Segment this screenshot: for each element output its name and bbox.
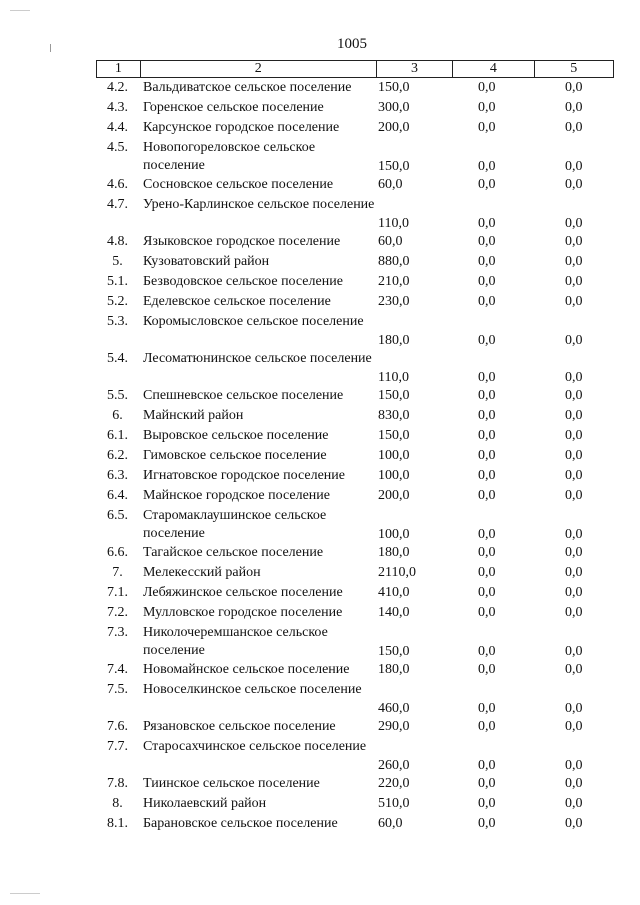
row-value-col4: 0,0 — [478, 333, 496, 348]
row-value-col5: 0,0 — [565, 585, 583, 600]
row-value-col3: 880,0 — [378, 254, 410, 269]
row-name: Лебяжинское сельское поселение — [143, 585, 343, 600]
row-value-col3: 200,0 — [378, 120, 410, 135]
table-row — [96, 387, 614, 407]
header-col-5: 5 — [570, 61, 578, 76]
table-row — [96, 487, 614, 507]
table-row — [96, 661, 614, 681]
row-value-col5: 0,0 — [565, 177, 583, 192]
row-value-col4: 0,0 — [478, 776, 496, 791]
row-number: 5.2. — [107, 294, 128, 309]
row-value-col4: 0,0 — [478, 216, 496, 231]
row-value-col4: 0,0 — [478, 177, 496, 192]
row-number: 6.6. — [107, 545, 128, 560]
row-value-col4: 0,0 — [478, 254, 496, 269]
table-row — [96, 176, 614, 196]
row-value-col3: 60,0 — [378, 177, 403, 192]
table-row — [96, 427, 614, 447]
row-value-col5: 0,0 — [565, 333, 583, 348]
row-value-col4: 0,0 — [478, 274, 496, 289]
row-value-col3: 830,0 — [378, 408, 410, 423]
row-value-col5: 0,0 — [565, 234, 583, 249]
row-number: 7.7. — [107, 739, 128, 754]
row-value-col3: 110,0 — [378, 216, 409, 231]
row-value-col5: 0,0 — [565, 719, 583, 734]
row-number: 6.4. — [107, 488, 128, 503]
row-value-col5: 0,0 — [565, 80, 583, 95]
row-number: 7.5. — [107, 682, 128, 697]
scan-mark — [10, 10, 30, 11]
table-row — [96, 507, 614, 544]
row-value-col3: 290,0 — [378, 719, 410, 734]
row-name: Мулловское городское поселение — [143, 605, 343, 620]
table-row — [96, 79, 614, 99]
table-row — [96, 718, 614, 738]
row-value-col3: 410,0 — [378, 585, 410, 600]
row-name: Тиинское сельское поселение — [143, 776, 320, 791]
row-value-col4: 0,0 — [478, 234, 496, 249]
row-value-col4: 0,0 — [478, 545, 496, 560]
row-number: 4.8. — [107, 234, 128, 249]
row-value-col4: 0,0 — [478, 488, 496, 503]
table-row — [96, 447, 614, 467]
row-value-col5: 0,0 — [565, 776, 583, 791]
row-value-col4: 0,0 — [478, 408, 496, 423]
row-value-col3: 100,0 — [378, 448, 410, 463]
row-value-col4: 0,0 — [478, 448, 496, 463]
row-value-col3: 140,0 — [378, 605, 410, 620]
row-value-col4: 0,0 — [478, 662, 496, 677]
table-header — [96, 60, 614, 78]
row-name: Николаевский район — [143, 796, 267, 811]
row-value-col4: 0,0 — [478, 796, 496, 811]
row-value-col5: 0,0 — [565, 701, 583, 716]
table-row — [96, 233, 614, 253]
row-number: 4.3. — [107, 100, 128, 115]
row-value-col5: 0,0 — [565, 274, 583, 289]
row-value-col5: 0,0 — [565, 796, 583, 811]
row-name: Тагайское сельское поселение — [143, 545, 324, 560]
row-value-col5: 0,0 — [565, 448, 583, 463]
row-name: Урено-Карлинское сельское поселение — [143, 197, 375, 212]
row-value-col5: 0,0 — [565, 120, 583, 135]
header-col-2: 2 — [141, 61, 377, 77]
row-name: Старосахчинское сельское поселение — [143, 739, 367, 754]
row-number: 8.1. — [107, 816, 128, 831]
table-row — [96, 584, 614, 604]
header-col-1: 1 — [97, 61, 141, 77]
row-name: Сосновское сельское поселение — [143, 177, 334, 192]
table-row — [96, 738, 614, 775]
row-value-col3: 200,0 — [378, 488, 410, 503]
row-number: 5.4. — [107, 351, 128, 366]
row-name: Игнатовское городское поселение — [143, 468, 345, 483]
row-name: Горенское сельское поселение — [143, 100, 324, 115]
row-value-col5: 0,0 — [565, 545, 583, 560]
row-name: Рязановское сельское поселение — [143, 719, 336, 734]
row-number: 7. — [112, 565, 123, 580]
row-name: Лесоматюнинское сельское поселение — [143, 351, 372, 366]
row-value-col3: 510,0 — [378, 796, 410, 811]
row-value-col4: 0,0 — [478, 605, 496, 620]
row-value-col3: 180,0 — [378, 545, 410, 560]
row-value-col5: 0,0 — [565, 565, 583, 580]
table-row — [96, 407, 614, 427]
row-value-col3: 460,0 — [378, 701, 410, 716]
row-value-col3: 110,0 — [378, 370, 409, 385]
table-body — [96, 79, 614, 835]
row-value-col5: 0,0 — [565, 159, 583, 174]
row-number: 6.2. — [107, 448, 128, 463]
row-number: 7.4. — [107, 662, 128, 677]
row-value-col3: 150,0 — [378, 80, 410, 95]
row-value-col4: 0,0 — [478, 428, 496, 443]
row-number: 7.6. — [107, 719, 128, 734]
row-name: Языковское городское поселение — [143, 234, 341, 249]
row-value-col3: 180,0 — [378, 662, 410, 677]
table-row — [96, 467, 614, 487]
row-number: 4.2. — [107, 80, 128, 95]
row-value-col5: 0,0 — [565, 605, 583, 620]
row-value-col5: 0,0 — [565, 388, 583, 403]
row-value-col5: 0,0 — [565, 216, 583, 231]
row-value-col5: 0,0 — [565, 758, 583, 773]
row-value-col3: 100,0 — [378, 527, 410, 542]
row-number: 7.3. — [107, 625, 128, 640]
row-number: 7.8. — [107, 776, 128, 791]
row-value-col5: 0,0 — [565, 294, 583, 309]
header-col-4: 4 — [453, 61, 534, 77]
row-value-col4: 0,0 — [478, 816, 496, 831]
row-value-col3: 260,0 — [378, 758, 410, 773]
row-name: Новопогореловское сельское поселение — [143, 140, 316, 173]
row-value-col4: 0,0 — [478, 585, 496, 600]
row-value-col3: 180,0 — [378, 333, 410, 348]
row-value-col4: 0,0 — [478, 100, 496, 115]
row-number: 5. — [112, 254, 123, 269]
table-row — [96, 815, 614, 835]
row-name: Мелекесский район — [143, 565, 261, 580]
row-number: 6.1. — [107, 428, 128, 443]
row-name: Вальдиватское сельское поселение — [143, 80, 352, 95]
row-value-col5: 0,0 — [565, 527, 583, 542]
row-value-col3: 100,0 — [378, 468, 410, 483]
row-value-col5: 0,0 — [565, 468, 583, 483]
row-name: Карсунское городское поселение — [143, 120, 340, 135]
row-value-col4: 0,0 — [478, 388, 496, 403]
table-row — [96, 564, 614, 584]
row-name: Еделевское сельское поселение — [143, 294, 331, 309]
table-row — [96, 681, 614, 718]
table-row — [96, 119, 614, 139]
row-number: 5.3. — [107, 314, 128, 329]
row-value-col4: 0,0 — [478, 120, 496, 135]
row-value-col4: 0,0 — [478, 565, 496, 580]
table-row — [96, 196, 614, 233]
row-number: 4.7. — [107, 197, 128, 212]
row-number: 6. — [112, 408, 123, 423]
row-value-col3: 220,0 — [378, 776, 410, 791]
row-value-col4: 0,0 — [478, 527, 496, 542]
row-name: Старомаклаушинское сельское поселение — [143, 508, 327, 541]
table-row — [96, 350, 614, 387]
row-value-col4: 0,0 — [478, 370, 496, 385]
table-row — [96, 293, 614, 313]
table-row — [96, 253, 614, 273]
row-name: Новомайнское сельское поселение — [143, 662, 350, 677]
row-number: 8. — [112, 796, 123, 811]
row-value-col3: 60,0 — [378, 816, 403, 831]
row-value-col4: 0,0 — [478, 758, 496, 773]
row-name: Майнский район — [143, 408, 244, 423]
row-value-col5: 0,0 — [565, 408, 583, 423]
table-row — [96, 273, 614, 293]
row-value-col3: 210,0 — [378, 274, 410, 289]
scan-mark — [10, 893, 40, 894]
row-value-col3: 150,0 — [378, 428, 410, 443]
row-number: 4.5. — [107, 140, 128, 155]
table-row — [96, 775, 614, 795]
row-value-col3: 60,0 — [378, 234, 403, 249]
row-number: 4.4. — [107, 120, 128, 135]
row-number: 7.2. — [107, 605, 128, 620]
row-number: 6.3. — [107, 468, 128, 483]
row-value-col3: 150,0 — [378, 388, 410, 403]
row-value-col3: 2110,0 — [378, 565, 416, 580]
row-name: Коромысловское сельское поселение — [143, 314, 364, 329]
row-value-col5: 0,0 — [565, 488, 583, 503]
scan-mark — [50, 44, 51, 52]
row-value-col5: 0,0 — [565, 254, 583, 269]
table-row — [96, 313, 614, 350]
row-number: 7.1. — [107, 585, 128, 600]
table-row — [96, 544, 614, 564]
row-value-col4: 0,0 — [478, 719, 496, 734]
row-value-col5: 0,0 — [565, 816, 583, 831]
table-row — [96, 604, 614, 624]
row-value-col4: 0,0 — [478, 294, 496, 309]
page-number: 1005 — [337, 36, 367, 52]
row-value-col3: 300,0 — [378, 100, 410, 115]
row-value-col5: 0,0 — [565, 100, 583, 115]
row-number: 5.5. — [107, 388, 128, 403]
table-row — [96, 139, 614, 176]
row-name: Николочеремшанское сельское поселение — [143, 625, 328, 658]
row-name: Выровское сельское поселение — [143, 428, 329, 443]
row-number: 4.6. — [107, 177, 128, 192]
row-value-col4: 0,0 — [478, 80, 496, 95]
row-value-col5: 0,0 — [565, 370, 583, 385]
row-name: Безводовское сельское поселение — [143, 274, 343, 289]
row-name: Кузоватовский район — [143, 254, 270, 269]
row-number: 5.1. — [107, 274, 128, 289]
table-row — [96, 795, 614, 815]
row-name: Спешневское сельское поселение — [143, 388, 344, 403]
row-value-col4: 0,0 — [478, 701, 496, 716]
row-value-col5: 0,0 — [565, 644, 583, 659]
row-name: Майнское городское поселение — [143, 488, 330, 503]
row-name: Гимовское сельское поселение — [143, 448, 327, 463]
row-value-col3: 150,0 — [378, 159, 410, 174]
row-number: 6.5. — [107, 508, 128, 523]
table-row — [96, 99, 614, 119]
row-value-col4: 0,0 — [478, 468, 496, 483]
header-col-3: 3 — [377, 61, 453, 77]
row-value-col4: 0,0 — [478, 644, 496, 659]
row-name: Новоселкинское сельское поселение — [143, 682, 362, 697]
row-value-col3: 230,0 — [378, 294, 410, 309]
row-value-col4: 0,0 — [478, 159, 496, 174]
table-row — [96, 624, 614, 661]
row-value-col3: 150,0 — [378, 644, 410, 659]
row-name: Барановское сельское поселение — [143, 816, 338, 831]
row-value-col5: 0,0 — [565, 428, 583, 443]
row-value-col5: 0,0 — [565, 662, 583, 677]
